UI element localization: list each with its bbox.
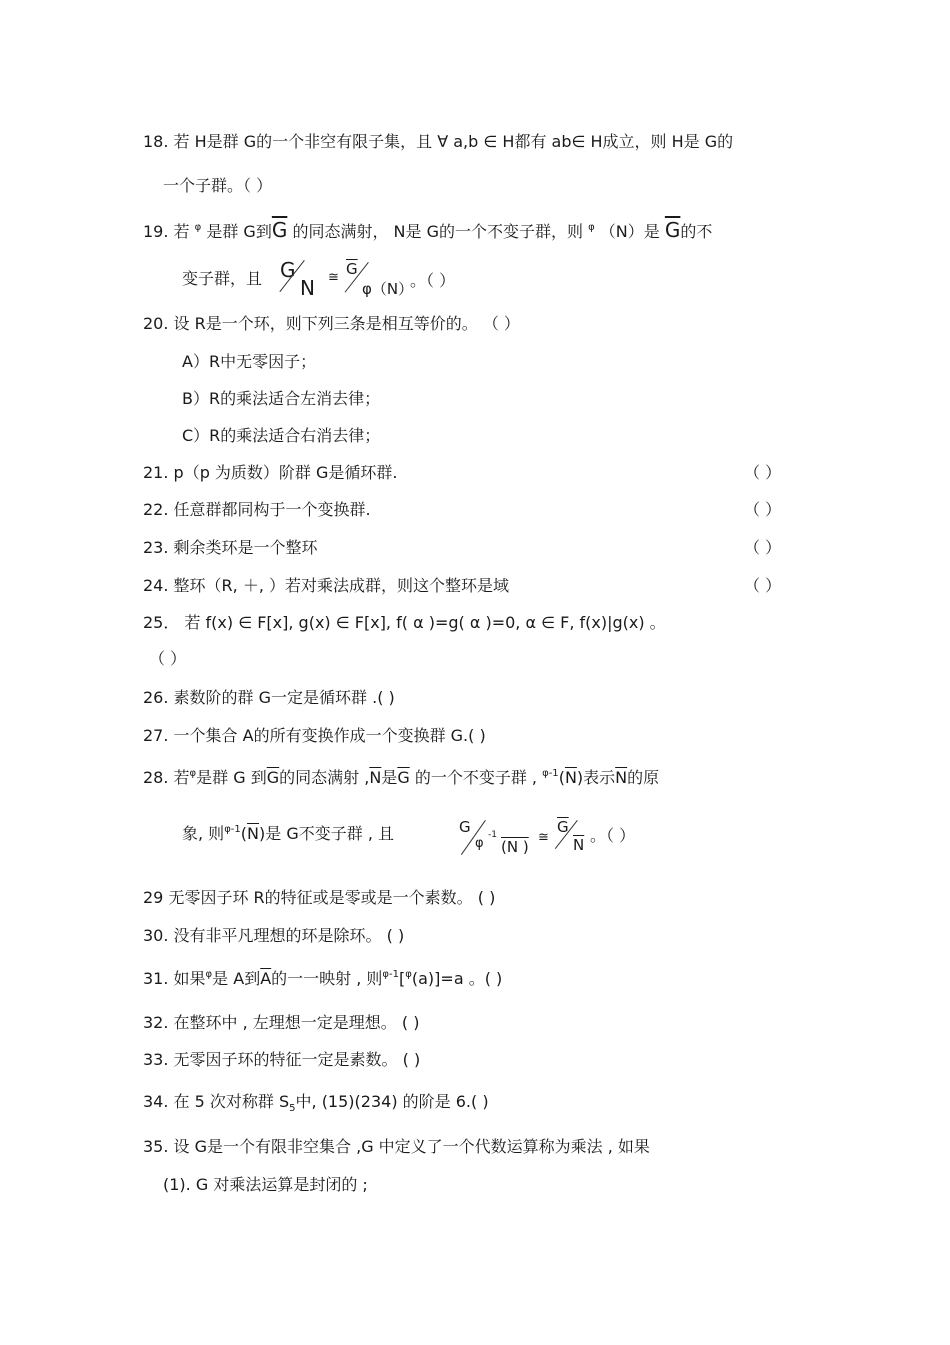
- q21-text: 21. p（p 为质数）阶群 G是循环群.: [143, 463, 398, 482]
- q22-text: 22. 任意群都同构于一个变换群.: [143, 500, 371, 519]
- q28-text: )是 G不变子群 , 且: [259, 824, 394, 843]
- q18-line2: 一个子群。（ ）: [163, 176, 273, 195]
- q25-line1: 25． 若 f(x) ∈ F[x], g(x) ∈ F[x], f( α )=g( α )=0, α ∈ F, f(x)|g(x) 。: [143, 613, 666, 632]
- phi-symbol: φ: [224, 824, 231, 835]
- subscript: 5: [289, 1103, 296, 1114]
- q31-text: 31. 如果: [143, 969, 206, 988]
- congruent-symbol: ≅: [538, 830, 549, 845]
- frac-denominator: φ（N）: [362, 280, 414, 298]
- phi-symbol: φ: [205, 969, 213, 980]
- frac-numerator: $\overline{G}$: [557, 818, 569, 836]
- q28-text: (: [558, 768, 565, 787]
- q25-paren: （ ）: [149, 649, 187, 668]
- q23-text: 23. 剩余类环是一个整环: [143, 538, 318, 557]
- g-bar: $\overline{G}$: [397, 768, 410, 787]
- n-bar: $\overline{N}$: [564, 768, 577, 787]
- q19-text: 的同态满射， N是 G的一个不变子群，则: [292, 222, 589, 241]
- n-bar: $\overline{N}$: [369, 768, 382, 787]
- q19-line1: [143, 219, 712, 246]
- q31-text: 的一一映射 , 则: [271, 969, 383, 988]
- congruent-symbol: ≅: [328, 270, 339, 285]
- q20-option-a: A）R中无零因子；: [182, 352, 317, 371]
- q19-line2-label: 变子群，且: [182, 269, 263, 288]
- frac-denominator: N: [300, 276, 315, 300]
- g-bar: $\overline{G}$: [664, 218, 681, 242]
- q27-text: 27. 一个集合 A的所有变换作成一个变换群 G.( ): [143, 726, 486, 745]
- q28-text: (: [240, 824, 248, 843]
- q31-text: 是 A到: [212, 969, 261, 988]
- q31-line: [143, 968, 502, 993]
- q22-paren: （ ）: [744, 500, 782, 519]
- q34-text: 中, (15)(234) 的阶是 6.( ): [295, 1092, 489, 1111]
- q34-text: 34. 在 5 次对称群 S: [143, 1092, 290, 1111]
- q28-text: 象, 则: [182, 824, 225, 843]
- q28-text: 的原: [627, 768, 660, 787]
- frac-numerator: G: [459, 818, 471, 836]
- n-bar: $\overline{N}$: [615, 768, 628, 787]
- q28-prefix: 28. 若: [143, 768, 190, 787]
- q28-text: 的同态满射 ,: [279, 768, 370, 787]
- q28-text: 是: [381, 768, 398, 787]
- q28-text: )表示: [576, 768, 616, 787]
- a-bar: $\overline{A}$: [260, 969, 272, 988]
- q24-paren: （ ）: [744, 576, 782, 595]
- q26-text: 26. 素数阶的群 G一定是循环群 .( ): [143, 688, 395, 707]
- frac-denominator: φ: [475, 836, 484, 851]
- g-bar: $\overline{G}$: [266, 768, 280, 787]
- q31-text: (a)]=a 。( ): [411, 969, 503, 988]
- q28-line2: [182, 823, 394, 848]
- q30-text: 30. 没有非平凡理想的环是除环。 ( ): [143, 926, 405, 945]
- q21-paren: （ ）: [744, 463, 782, 482]
- phi-symbol: φ: [405, 969, 412, 980]
- q19-prefix: 19. 若: [143, 222, 190, 241]
- q23-paren: （ ）: [744, 538, 782, 557]
- q19-text: （N）是: [599, 222, 660, 241]
- q31-text: [: [399, 969, 406, 988]
- q19-text: 是群 G到: [206, 222, 272, 241]
- q18-line1: 18. 若 H是群 G的一个非空有限子集，且 ∀ a,b ∈ H都有 ab∈ H成立，则 H是 G的: [143, 132, 734, 151]
- inverse-exponent: -1: [389, 969, 400, 980]
- n-bar: $\overline{N}$: [247, 824, 259, 843]
- q24-text: 24. 整环（R, ＋, ）若对乘法成群，则这个整环是域: [143, 576, 509, 595]
- frac-numerator: G: [280, 258, 296, 282]
- phi-symbol: φ: [382, 969, 390, 980]
- q28-text: 的一个不变子群 ,: [414, 768, 537, 787]
- inverse-exponent: -1: [548, 768, 559, 779]
- g-bar: $\overline{G}$: [271, 218, 288, 242]
- inverse-exponent: -1: [230, 824, 241, 835]
- frac-denominator: $\overline{N}$: [573, 836, 585, 854]
- q20-option-b: B）R的乘法适合左消去律；: [182, 389, 381, 408]
- phi-symbol: φ: [588, 222, 595, 233]
- q32-text: 32. 在整环中 , 左理想一定是理想。 ( ): [143, 1013, 420, 1032]
- q34-line: [143, 1091, 489, 1116]
- q35-line1: 35. 设 G是一个有限非空集合 ,G 中定义了一个代数运算称为乘法 , 如果: [143, 1137, 650, 1156]
- phi-symbol: φ: [542, 768, 549, 779]
- q19-paren: 。（ ）: [410, 271, 456, 290]
- q19-text: 的不: [680, 222, 713, 241]
- q20-stem: 20. 设 R是一个环，则下列三条是相互等价的。 （ ）: [143, 314, 520, 333]
- q28-paren: 。（ ）: [590, 826, 636, 845]
- frac-denominator-n: (N ): [501, 838, 529, 856]
- inverse-exponent: -1: [488, 830, 497, 840]
- phi-symbol: φ: [194, 222, 202, 233]
- q20-option-c: C）R的乘法适合右消去律；: [182, 426, 381, 445]
- phi-symbol: φ: [189, 768, 197, 779]
- q28-text: 是群 G 到: [196, 768, 267, 787]
- q35-line2: (1). G 对乘法运算是封闭的 ;: [163, 1175, 368, 1194]
- q29-text: 29 无零因子环 R的特征或是零或是一个素数。 ( ): [143, 888, 496, 907]
- q33-text: 33. 无零因子环的特征一定是素数。 ( ): [143, 1050, 421, 1069]
- frac-numerator: $\overline{G}$: [346, 260, 358, 278]
- q28-line1: [143, 767, 659, 792]
